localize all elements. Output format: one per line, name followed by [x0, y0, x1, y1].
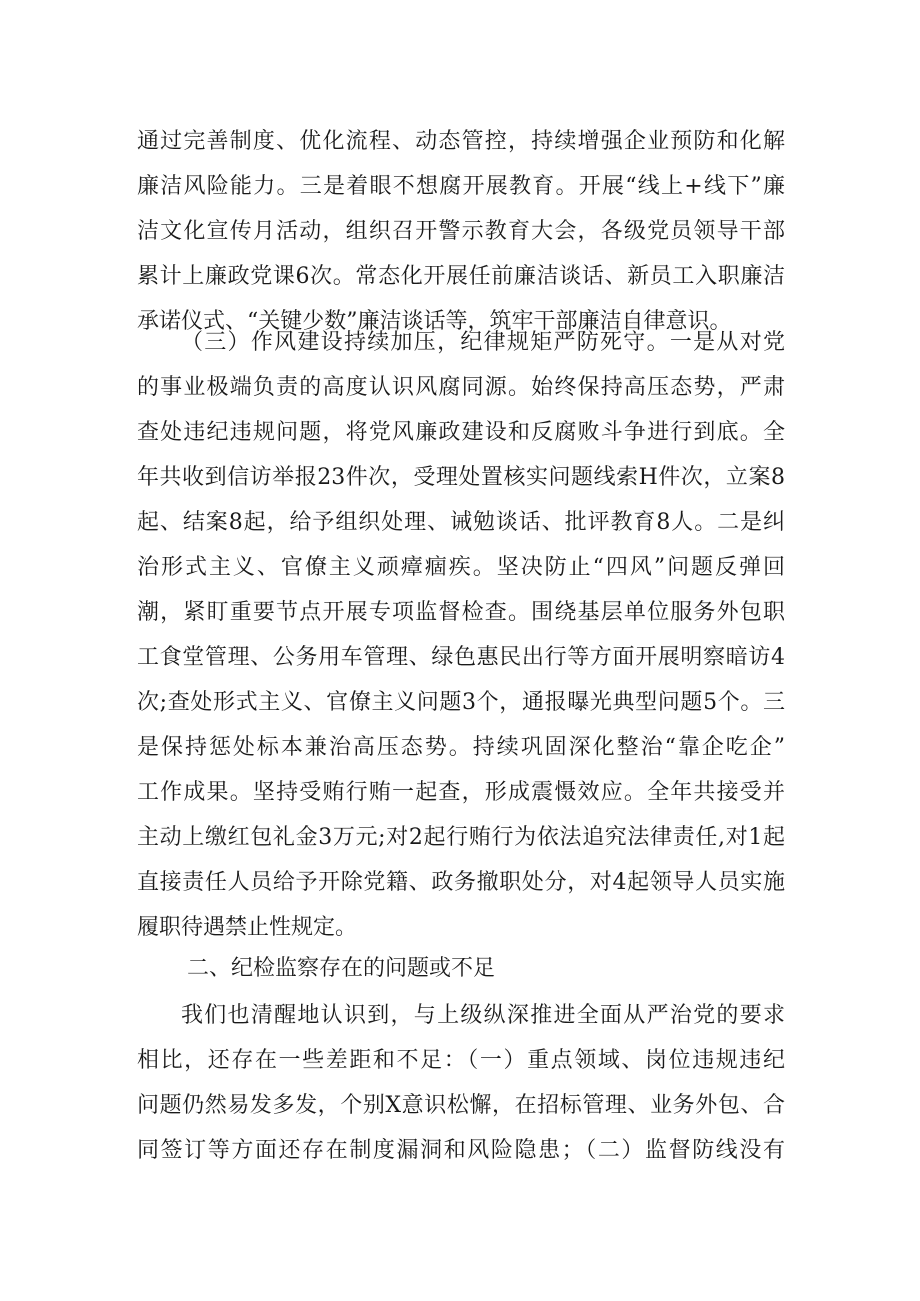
paragraph-3-line-2: 相比，还存在一些差距和不足：（一）重点领域、岗位违规违纪 — [137, 1048, 785, 1073]
paragraph-2-line-2: 的事业极端负责的高度认识风腐同源。始终保持高压态势，严肃 — [137, 375, 785, 400]
paragraph-1 — [137, 119, 785, 344]
paragraph-3-line-1: 我们也清醒地认识到，与上级纵深推进全面从严治党的要求 — [181, 1003, 785, 1028]
paragraph-1-line-3: 洁文化宣传月活动，组织召开警示教育大会，各级党员领导干部 — [137, 219, 785, 244]
paragraph-2-line-11: 工作成果。坚持受贿行贿一起查，形成震慑效应。全年共接受并 — [137, 780, 785, 805]
paragraph-2-line-13: 直接责任人员给予开除党籍、政务撤职处分，对4起领导人员实施 — [137, 870, 785, 895]
paragraph-2-line-12: 主动上缴红包礼金3万元;对2起行贿行为依法追究法律责任,对1起 — [137, 825, 785, 850]
paragraph-2-line-4: 年共收到信访举报23件次，受理处置核实问题线索H件次，立案8 — [137, 465, 785, 490]
paragraph-1-line-5: 承诺仪式、“关键少数”廉洁谈话等，筑牢干部廉洁自律意识。 — [137, 309, 732, 334]
paragraph-2-line-1: （三）作风建设持续加压，纪律规矩严防死守。一是从对党 — [181, 330, 785, 355]
paragraph-3 — [137, 993, 785, 1173]
paragraph-2-line-9: 次;查处形式主义、官僚主义问题3个，通报曝光典型问题5个。三 — [137, 690, 785, 715]
paragraph-3-line-3: 问题仍然易发多发，个别X意识松懈，在招标管理、业务外包、合 — [137, 1093, 785, 1118]
paragraph-1-line-1: 通过完善制度、优化流程、动态管控，持续增强企业预防和化解 — [137, 129, 785, 154]
section-heading-block — [137, 946, 785, 991]
paragraph-2-line-14: 履职待遇禁止性规定。 — [137, 915, 358, 940]
section-heading: 二、纪检监察存在的问题或不足 — [187, 956, 496, 981]
paragraph-2-line-5: 起、结案8起，给予组织处理、诫勉谈话、批评教育8人。二是纠 — [137, 510, 785, 535]
paragraph-3-line-4: 同签订等方面还存在制度漏洞和风险隐患；（二）监督防线没有 — [137, 1138, 785, 1163]
paragraph-2-line-10: 是保持惩处标本兼治高压态势。持续巩固深化整治“靠企吃企” — [137, 735, 785, 760]
paragraph-2 — [137, 320, 785, 950]
paragraph-1-line-2: 廉洁风险能力。三是着眼不想腐开展教育。开展“线上+线下”廉 — [137, 174, 785, 199]
paragraph-2-line-3: 查处违纪违规问题，将党风廉政建设和反腐败斗争进行到底。全 — [137, 420, 785, 445]
paragraph-1-line-4: 累计上廉政党课6次。常态化开展任前廉洁谈话、新员工入职廉洁 — [137, 264, 785, 289]
paragraph-2-line-7: 潮，紧盯重要节点开展专项监督检查。围绕基层单位服务外包职 — [137, 600, 785, 625]
paragraph-2-line-8: 工食堂管理、公务用车管理、绿色惠民出行等方面开展明察暗访4 — [137, 645, 785, 670]
paragraph-2-line-6: 治形式主义、官僚主义顽瘴痼疾。坚决防止“四风”问题反弹回 — [137, 555, 785, 580]
